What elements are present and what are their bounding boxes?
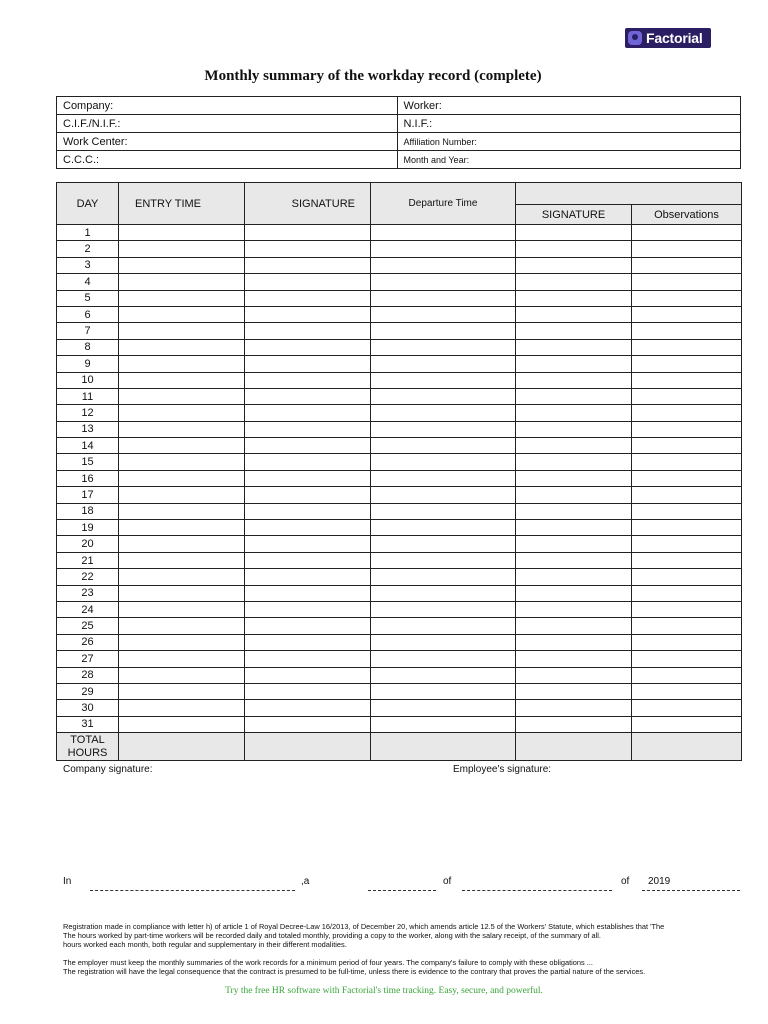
signature-2-cell[interactable] bbox=[516, 405, 632, 421]
observations-cell[interactable] bbox=[632, 487, 742, 503]
entry-time-cell[interactable] bbox=[119, 323, 245, 339]
entry-time-cell[interactable] bbox=[119, 438, 245, 454]
observations-cell[interactable] bbox=[632, 552, 742, 568]
day-number: 27 bbox=[57, 651, 119, 667]
signature-2-cell[interactable] bbox=[516, 683, 632, 699]
signature-2-cell[interactable] bbox=[516, 290, 632, 306]
signature-cell[interactable] bbox=[245, 339, 371, 355]
signature-2-cell[interactable] bbox=[516, 634, 632, 650]
entry-time-cell[interactable] bbox=[119, 585, 245, 601]
employee-signature-label: Employee's signature: bbox=[453, 764, 552, 775]
factorial-logo-icon bbox=[628, 31, 642, 45]
total-label-line: HOURS bbox=[67, 746, 108, 759]
day-row bbox=[57, 225, 742, 241]
ccc-field[interactable]: C.C.C.: bbox=[57, 151, 398, 169]
signature-2-cell[interactable] bbox=[516, 470, 632, 486]
day-number: 15 bbox=[57, 454, 119, 470]
legal-line: The registration will have the legal consequence that the contract is presumed to be full-time, unless there is evidence to the contrary that proves the partial nature of the services. bbox=[63, 967, 646, 976]
signature-cell[interactable] bbox=[245, 241, 371, 257]
departure-time-cell[interactable] bbox=[371, 520, 516, 536]
entry-time-cell[interactable] bbox=[119, 421, 245, 437]
observations-cell[interactable] bbox=[632, 454, 742, 470]
departure-time-cell[interactable] bbox=[371, 716, 516, 732]
day-row bbox=[57, 290, 742, 306]
signature-2-cell[interactable] bbox=[516, 372, 632, 388]
signature-cell[interactable] bbox=[245, 700, 371, 716]
header-departure-time: Departure Time bbox=[371, 183, 516, 225]
observations-cell[interactable] bbox=[632, 372, 742, 388]
signature-cell[interactable] bbox=[245, 257, 371, 273]
day-row bbox=[57, 438, 742, 454]
day-row bbox=[57, 372, 742, 388]
entry-time-cell[interactable] bbox=[119, 306, 245, 322]
day-number: 9 bbox=[57, 356, 119, 372]
day-row bbox=[57, 388, 742, 404]
observations-cell[interactable] bbox=[632, 438, 742, 454]
observations-cell[interactable] bbox=[632, 470, 742, 486]
departure-time-cell[interactable] bbox=[371, 274, 516, 290]
signature-2-cell[interactable] bbox=[516, 454, 632, 470]
day-number: 20 bbox=[57, 536, 119, 552]
departure-time-cell[interactable] bbox=[371, 306, 516, 322]
header-signature-2: SIGNATURE bbox=[516, 205, 632, 225]
day-row bbox=[57, 470, 742, 486]
observations-cell[interactable] bbox=[632, 700, 742, 716]
departure-time-cell[interactable] bbox=[371, 241, 516, 257]
entry-time-cell[interactable] bbox=[119, 470, 245, 486]
day-row bbox=[57, 339, 742, 355]
departure-time-cell[interactable] bbox=[371, 405, 516, 421]
day-number: 29 bbox=[57, 683, 119, 699]
day-row bbox=[57, 257, 742, 273]
day-number: 23 bbox=[57, 585, 119, 601]
observations-cell[interactable] bbox=[632, 290, 742, 306]
signature-2-cell[interactable] bbox=[516, 388, 632, 404]
day-row bbox=[57, 651, 742, 667]
departure-time-cell[interactable] bbox=[371, 700, 516, 716]
departure-time-cell[interactable] bbox=[371, 487, 516, 503]
departure-time-cell[interactable] bbox=[371, 651, 516, 667]
day-number: 17 bbox=[57, 487, 119, 503]
signature-cell[interactable] bbox=[245, 683, 371, 699]
workday-record-table bbox=[56, 182, 742, 761]
entry-time-cell[interactable] bbox=[119, 241, 245, 257]
entry-time-cell[interactable] bbox=[119, 372, 245, 388]
signature-2-cell[interactable] bbox=[516, 536, 632, 552]
day-row bbox=[57, 536, 742, 552]
day-row bbox=[57, 683, 742, 699]
company-field[interactable]: Company: bbox=[57, 97, 398, 115]
year-input-line[interactable] bbox=[642, 890, 740, 891]
entry-time-cell[interactable] bbox=[119, 683, 245, 699]
day-row bbox=[57, 487, 742, 503]
day-number: 3 bbox=[57, 257, 119, 273]
day-row bbox=[57, 716, 742, 732]
departure-time-cell[interactable] bbox=[371, 356, 516, 372]
day-row bbox=[57, 323, 742, 339]
signature-2-cell[interactable] bbox=[516, 421, 632, 437]
day-number: 11 bbox=[57, 388, 119, 404]
observations-cell[interactable] bbox=[632, 716, 742, 732]
legal-line: The employer must keep the monthly summaries of the work records for a minimum period of four years. The company's failure to comply with these obligations ... bbox=[63, 958, 593, 967]
signature-2-cell[interactable] bbox=[516, 241, 632, 257]
observations-cell[interactable] bbox=[632, 274, 742, 290]
day-row bbox=[57, 306, 742, 322]
entry-time-cell[interactable] bbox=[119, 356, 245, 372]
day-number: 31 bbox=[57, 716, 119, 732]
observations-cell[interactable] bbox=[632, 306, 742, 322]
signature-2-cell[interactable] bbox=[516, 585, 632, 601]
entry-time-cell[interactable] bbox=[119, 290, 245, 306]
departure-time-cell[interactable] bbox=[371, 601, 516, 617]
year-value: 2019 bbox=[648, 876, 671, 887]
total-hours-row bbox=[57, 733, 742, 761]
day-number: 26 bbox=[57, 634, 119, 650]
header-signature: SIGNATURE bbox=[245, 183, 371, 225]
nif-field[interactable]: N.I.F.: bbox=[397, 115, 740, 133]
signature-2-cell[interactable] bbox=[516, 438, 632, 454]
entry-time-cell[interactable] bbox=[119, 225, 245, 241]
signature-cell[interactable] bbox=[245, 651, 371, 667]
entry-time-cell[interactable] bbox=[119, 487, 245, 503]
signature-cell[interactable] bbox=[245, 634, 371, 650]
observations-cell[interactable] bbox=[632, 651, 742, 667]
signature-cell[interactable] bbox=[245, 225, 371, 241]
month-input-line[interactable] bbox=[462, 890, 612, 891]
legal-paragraph-1 bbox=[63, 922, 743, 949]
day-number: 19 bbox=[57, 520, 119, 536]
signature-2-cell[interactable] bbox=[516, 569, 632, 585]
departure-time-cell[interactable] bbox=[371, 421, 516, 437]
entry-time-cell[interactable] bbox=[119, 274, 245, 290]
day-number: 5 bbox=[57, 290, 119, 306]
signature-2-cell[interactable] bbox=[516, 700, 632, 716]
departure-time-cell[interactable] bbox=[371, 634, 516, 650]
observations-cell[interactable] bbox=[632, 683, 742, 699]
info-table bbox=[56, 96, 741, 169]
company-signature-label: Company signature: bbox=[63, 764, 153, 775]
day-number: 8 bbox=[57, 339, 119, 355]
departure-time-cell[interactable] bbox=[371, 667, 516, 683]
signature-cell[interactable] bbox=[245, 569, 371, 585]
month-year-field[interactable]: Month and Year: bbox=[397, 151, 740, 169]
day-number: 21 bbox=[57, 552, 119, 568]
signature-cell[interactable] bbox=[245, 667, 371, 683]
signature-2-cell[interactable] bbox=[516, 306, 632, 322]
logo-text: Factorial bbox=[646, 30, 703, 46]
entry-time-cell[interactable] bbox=[119, 536, 245, 552]
day-row bbox=[57, 601, 742, 617]
observations-cell[interactable] bbox=[632, 536, 742, 552]
place-in-label: In bbox=[63, 876, 72, 887]
departure-time-cell[interactable] bbox=[371, 388, 516, 404]
total-hours-label bbox=[57, 733, 119, 761]
signature-cell[interactable] bbox=[245, 306, 371, 322]
entry-time-cell[interactable] bbox=[119, 569, 245, 585]
header-day: DAY bbox=[57, 183, 119, 225]
signature-cell[interactable] bbox=[245, 372, 371, 388]
observations-cell[interactable] bbox=[632, 520, 742, 536]
observations-cell[interactable] bbox=[632, 323, 742, 339]
day-row bbox=[57, 552, 742, 568]
day-row bbox=[57, 585, 742, 601]
signature-cell[interactable] bbox=[245, 585, 371, 601]
signature-cell[interactable] bbox=[245, 388, 371, 404]
day-number: 30 bbox=[57, 700, 119, 716]
worker-field[interactable]: Worker: bbox=[397, 97, 740, 115]
observations-cell[interactable] bbox=[632, 225, 742, 241]
observations-cell[interactable] bbox=[632, 618, 742, 634]
signature-2-cell[interactable] bbox=[516, 487, 632, 503]
departure-time-cell[interactable] bbox=[371, 454, 516, 470]
signature-2-cell[interactable] bbox=[516, 618, 632, 634]
departure-time-cell[interactable] bbox=[371, 552, 516, 568]
signature-2-cell[interactable] bbox=[516, 601, 632, 617]
page-title: Monthly summary of the workday record (complete) bbox=[204, 68, 542, 84]
departure-time-cell[interactable] bbox=[371, 470, 516, 486]
header-entry-time: ENTRY TIME bbox=[119, 183, 245, 225]
observations-cell[interactable] bbox=[632, 503, 742, 519]
observations-cell[interactable] bbox=[632, 585, 742, 601]
signature-cell[interactable] bbox=[245, 601, 371, 617]
day-number: 16 bbox=[57, 470, 119, 486]
day-row bbox=[57, 274, 742, 290]
day-number: 22 bbox=[57, 569, 119, 585]
signature-cell[interactable] bbox=[245, 618, 371, 634]
day-row bbox=[57, 520, 742, 536]
signature-cell[interactable] bbox=[245, 454, 371, 470]
departure-time-cell[interactable] bbox=[371, 618, 516, 634]
day-number: 14 bbox=[57, 438, 119, 454]
legal-paragraph-2 bbox=[63, 958, 743, 976]
departure-time-cell[interactable] bbox=[371, 503, 516, 519]
legal-line: hours worked each month, both regular and supplementary in their different modalities. bbox=[63, 940, 347, 949]
legal-line: Registration made in compliance with letter h) of article 1 of Royal Decree-Law 16/2013, of December 20, which amends article 12.5 of the Workers' Statute, which establishes that 'The bbox=[63, 922, 665, 931]
entry-time-cell[interactable] bbox=[119, 405, 245, 421]
day-row bbox=[57, 421, 742, 437]
day-row bbox=[57, 569, 742, 585]
observations-cell[interactable] bbox=[632, 356, 742, 372]
entry-time-cell[interactable] bbox=[119, 503, 245, 519]
entry-time-cell[interactable] bbox=[119, 601, 245, 617]
day-number: 18 bbox=[57, 503, 119, 519]
observations-cell[interactable] bbox=[632, 569, 742, 585]
entry-time-cell[interactable] bbox=[119, 520, 245, 536]
place-of-label-2: of bbox=[621, 876, 630, 887]
observations-cell[interactable] bbox=[632, 241, 742, 257]
departure-time-cell[interactable] bbox=[371, 569, 516, 585]
signature-2-cell[interactable] bbox=[516, 552, 632, 568]
day-number: 25 bbox=[57, 618, 119, 634]
observations-cell[interactable] bbox=[632, 601, 742, 617]
observations-cell[interactable] bbox=[632, 421, 742, 437]
observations-cell[interactable] bbox=[632, 405, 742, 421]
total-signature-2[interactable] bbox=[516, 733, 632, 761]
entry-time-cell[interactable] bbox=[119, 454, 245, 470]
total-departure-time[interactable] bbox=[371, 733, 516, 761]
day-row bbox=[57, 241, 742, 257]
entry-time-cell[interactable] bbox=[119, 667, 245, 683]
signature-cell[interactable] bbox=[245, 716, 371, 732]
total-signature[interactable] bbox=[245, 733, 371, 761]
day-row bbox=[57, 405, 742, 421]
signature-2-cell[interactable] bbox=[516, 716, 632, 732]
signature-2-cell[interactable] bbox=[516, 339, 632, 355]
cif-field[interactable]: C.I.F./N.I.F.: bbox=[57, 115, 398, 133]
day-number: 7 bbox=[57, 323, 119, 339]
day-number: 24 bbox=[57, 601, 119, 617]
departure-time-cell[interactable] bbox=[371, 257, 516, 273]
entry-time-cell[interactable] bbox=[119, 552, 245, 568]
departure-time-cell[interactable] bbox=[371, 323, 516, 339]
signature-cell[interactable] bbox=[245, 290, 371, 306]
observations-cell[interactable] bbox=[632, 257, 742, 273]
departure-time-cell[interactable] bbox=[371, 290, 516, 306]
signature-2-cell[interactable] bbox=[516, 651, 632, 667]
day-input-line[interactable] bbox=[368, 890, 436, 891]
departure-time-cell[interactable] bbox=[371, 372, 516, 388]
signature-cell[interactable] bbox=[245, 405, 371, 421]
signature-cell[interactable] bbox=[245, 536, 371, 552]
entry-time-cell[interactable] bbox=[119, 257, 245, 273]
signature-2-cell[interactable] bbox=[516, 225, 632, 241]
signature-cell[interactable] bbox=[245, 421, 371, 437]
departure-time-cell[interactable] bbox=[371, 438, 516, 454]
header-observations: Observations bbox=[632, 205, 742, 225]
signature-cell[interactable] bbox=[245, 552, 371, 568]
entry-time-cell[interactable] bbox=[119, 700, 245, 716]
signature-cell[interactable] bbox=[245, 470, 371, 486]
affiliation-field[interactable]: Affiliation Number: bbox=[397, 133, 740, 151]
day-number: 28 bbox=[57, 667, 119, 683]
entry-time-cell[interactable] bbox=[119, 339, 245, 355]
day-number: 13 bbox=[57, 421, 119, 437]
entry-time-cell[interactable] bbox=[119, 716, 245, 732]
signature-cell[interactable] bbox=[245, 274, 371, 290]
signature-2-cell[interactable] bbox=[516, 323, 632, 339]
observations-cell[interactable] bbox=[632, 667, 742, 683]
entry-time-cell[interactable] bbox=[119, 388, 245, 404]
day-number: 4 bbox=[57, 274, 119, 290]
signature-2-cell[interactable] bbox=[516, 257, 632, 273]
departure-time-cell[interactable] bbox=[371, 339, 516, 355]
day-number: 10 bbox=[57, 372, 119, 388]
signature-2-cell[interactable] bbox=[516, 356, 632, 372]
day-number: 1 bbox=[57, 225, 119, 241]
legal-line: The hours worked by part-time workers will be recorded daily and totaled monthly, providing a copy to the worker, along with the salary receipt, of the summary of all. bbox=[63, 931, 601, 940]
observations-cell[interactable] bbox=[632, 339, 742, 355]
place-a-label: ,a bbox=[301, 876, 310, 887]
entry-time-cell[interactable] bbox=[119, 634, 245, 650]
signature-cell[interactable] bbox=[245, 356, 371, 372]
total-observations[interactable] bbox=[632, 733, 742, 761]
header-group-blank bbox=[516, 183, 742, 205]
entry-time-cell[interactable] bbox=[119, 618, 245, 634]
total-entry-time[interactable] bbox=[119, 733, 245, 761]
signature-2-cell[interactable] bbox=[516, 667, 632, 683]
departure-time-cell[interactable] bbox=[371, 683, 516, 699]
day-row bbox=[57, 618, 742, 634]
promo-link[interactable]: Try the free HR software with Factorial's time tracking. Easy, secure, and powerful. bbox=[225, 986, 543, 996]
day-row bbox=[57, 667, 742, 683]
signature-cell[interactable] bbox=[245, 487, 371, 503]
departure-time-cell[interactable] bbox=[371, 585, 516, 601]
departure-time-cell[interactable] bbox=[371, 536, 516, 552]
work-center-field[interactable]: Work Center: bbox=[57, 133, 398, 151]
place-of-label-1: of bbox=[443, 876, 452, 887]
place-input-line[interactable] bbox=[90, 890, 295, 891]
day-number: 12 bbox=[57, 405, 119, 421]
entry-time-cell[interactable] bbox=[119, 651, 245, 667]
signature-cell[interactable] bbox=[245, 503, 371, 519]
day-row bbox=[57, 634, 742, 650]
day-row bbox=[57, 356, 742, 372]
signature-cell[interactable] bbox=[245, 520, 371, 536]
total-label-line: TOTAL bbox=[70, 733, 105, 746]
day-row bbox=[57, 454, 742, 470]
day-number: 6 bbox=[57, 306, 119, 322]
observations-cell[interactable] bbox=[632, 388, 742, 404]
day-number: 2 bbox=[57, 241, 119, 257]
day-row bbox=[57, 503, 742, 519]
signature-cell[interactable] bbox=[245, 323, 371, 339]
observations-cell[interactable] bbox=[632, 634, 742, 650]
departure-time-cell[interactable] bbox=[371, 225, 516, 241]
signature-cell[interactable] bbox=[245, 438, 371, 454]
signature-2-cell[interactable] bbox=[516, 503, 632, 519]
day-row bbox=[57, 700, 742, 716]
signature-2-cell[interactable] bbox=[516, 520, 632, 536]
factorial-logo bbox=[625, 28, 711, 48]
signature-2-cell[interactable] bbox=[516, 274, 632, 290]
